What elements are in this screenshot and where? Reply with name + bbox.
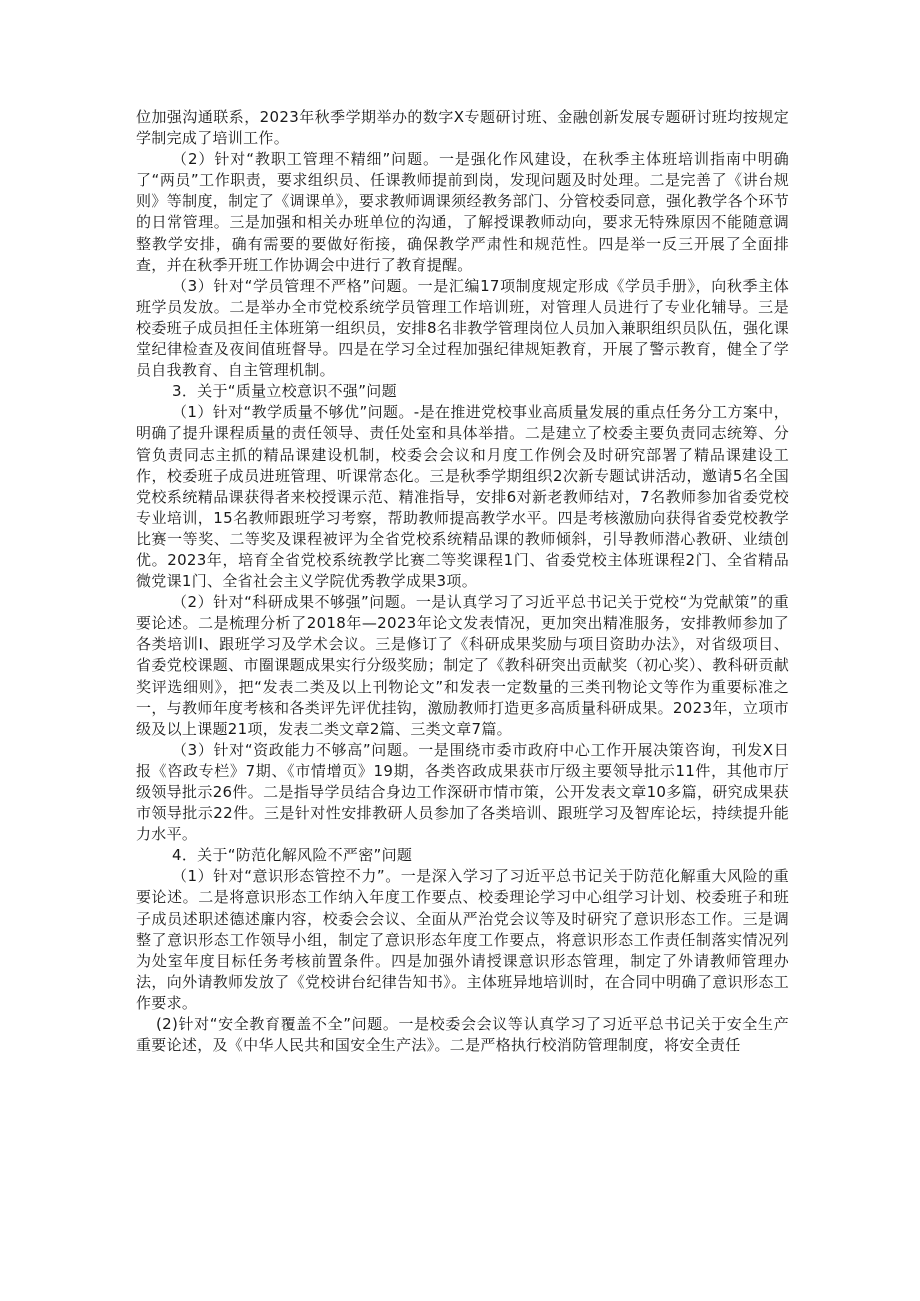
section-heading-risk: 4．关于“防范化解风险不严密”问题 <box>172 846 413 865</box>
paragraph-teaching-quality: （1）针对“教学质量不够优”问题。-是在推进党校事业高质量发展的重点任务分工方案中，明确了提升课程质量的责任领导、责任处室和具体举措。二是建立了校委主要负责同志统筹、分管负责同志主抓的精品课建设机制，校委会会议和月度工作例会及时研究部署了精品课建设工作，校委班子成员进班管理、听课常态化。三是秋季学期组织2次新专题试讲活动，邀请5名全国党校系统精品课获得者来校授课示范、精准指导，安排6对新老教师结对，7名教师参加省委党校专业培训，15名教师跟班学习考察，帮助教师提高教学水平。四是考核激励向获得省委党校教学比赛一等奖、二等奖及课程被评为全省党校系统精品课的教师倾斜，引导教师潜心教研、业绩创优。2023年，培育全省党校系统教学比赛二等奖课程1门、省委党校主体班课程2门、全省精品微党课1门、全省社会主义学院优秀教学成果3项。 <box>136 403 789 591</box>
paragraph-student-management: （3）针对“学员管理不严格”问题。一是汇编17项制度规定形成《学员手册》，向秋季主体班学员发放。二是举办全市党校系统学员管理工作培训班，对管理人员进行了专业化辅导。三是校委班子成员担任主体班第一组织员，安排8名非教学管理岗位人员加入兼职组织员队伍，强化课堂纪律检查及夜间值班督导。四是在学习全过程加强纪律规矩教育，开展了警示教育，健全了学员自我教育、自主管理机制。 <box>136 276 789 380</box>
document-page <box>136 107 789 1056</box>
paragraph-staff-management: （2）针对“教职工管理不精细”问题。一是强化作风建设，在秋季主体班培训指南中明确了“两员”工作职责，要求组织员、任课教师提前到岗，发现问题及时处理。二是完善了《讲台规则》等制度，制定了《调课单》，要求教师调课须经教务部门、分管校委同意，强化教学各个环节的日常管理。三是加强和相关办班单位的沟通，了解授课教师动向，要求无特殊原因不能随意调整教学安排，确有需要的要做好衔接，确保教学严肃性和规范性。四是举一反三开展了全面排查，并在秋季开班工作协调会中进行了教育提醒。 <box>136 150 789 274</box>
paragraph-advisory-capacity: （3）针对“资政能力不够高”问题。一是围绕市委市政府中心工作开展决策咨询，刊发X日报《咨政专栏》7期、《市情增页》19期，各类咨政成果获市厅级主要领导批示11件，其他市厅级领导批示26件。二是指导学员结合身边工作深研市情市策，公开发表文章10多篇，研究成果获市领导批示22件。三是针对性安排教研人员参加了各类培训、跟班学习及智库论坛，持续提升能力水平。 <box>136 740 789 844</box>
paragraph-research-results: （2）针对“科研成果不够强”问题。一是认真学习了习近平总书记关于党校“为党献策”的重要论述。二是梳理分析了2018年—2023年论文发表情况，更加突出精准服务，安排教师参加了各类培训Ⅰ、跟班学习及学术会议。三是修订了《科研成果奖励与项目资助办法》，对省级项目、省委党校课题、市圈课题成果实行分级奖励；制定了《教科研突出贡献奖（初心奖）、教科研贡献奖评选细则》，把“发表二类及以上刊物论文”和发表一定数量的三类刊物论文等作为重要标准之一，与教师年度考核和各类评先评优挂钩，激励教师打造更多高质量科研成果。2023年，立项市级及以上课题21项，发表二类文章2篇、三类文章7篇。 <box>136 593 789 738</box>
paragraph-ideology-control: （1）针对“意识形态管控不力”。一是深入学习了习近平总书记关于防范化解重大风险的重要论述。二是将意识形态工作纳入年度工作要点、校委理论学习中心组学习计划、校委班子和班子成员述职述德述廉内容，校委会会议、全面从严治党会议等及时研究了意识形态工作。三是调整了意识形态工作领导小组，制定了意识形态年度工作要点，将意识形态工作责任制落实情况列为处室年度目标任务考核前置条件。四是加强外请授课意识形态管理，制定了外请教师管理办法，向外请教师发放了《党校讲台纪律告知书》。主体班异地培训时，在合同中明确了意识形态工作要求。 <box>136 867 789 1012</box>
section-heading-quality: 3．关于“质量立校意识不强”问题 <box>172 382 397 401</box>
paragraph-continued: 位加强沟通联系，2023年秋季学期举办的数字X专题研讨班、金融创新发展专题研讨班均按规定学制完成了培训工作。 <box>136 108 789 148</box>
paragraph-safety-education: (2)针对“安全教育覆盖不全”问题。一是校委会会议等认真学习了习近平总书记关于安全生产重要论述，及《中华人民共和国安全生产法》。二是严格执行校消防管理制度，将安全责任 <box>136 1015 789 1055</box>
